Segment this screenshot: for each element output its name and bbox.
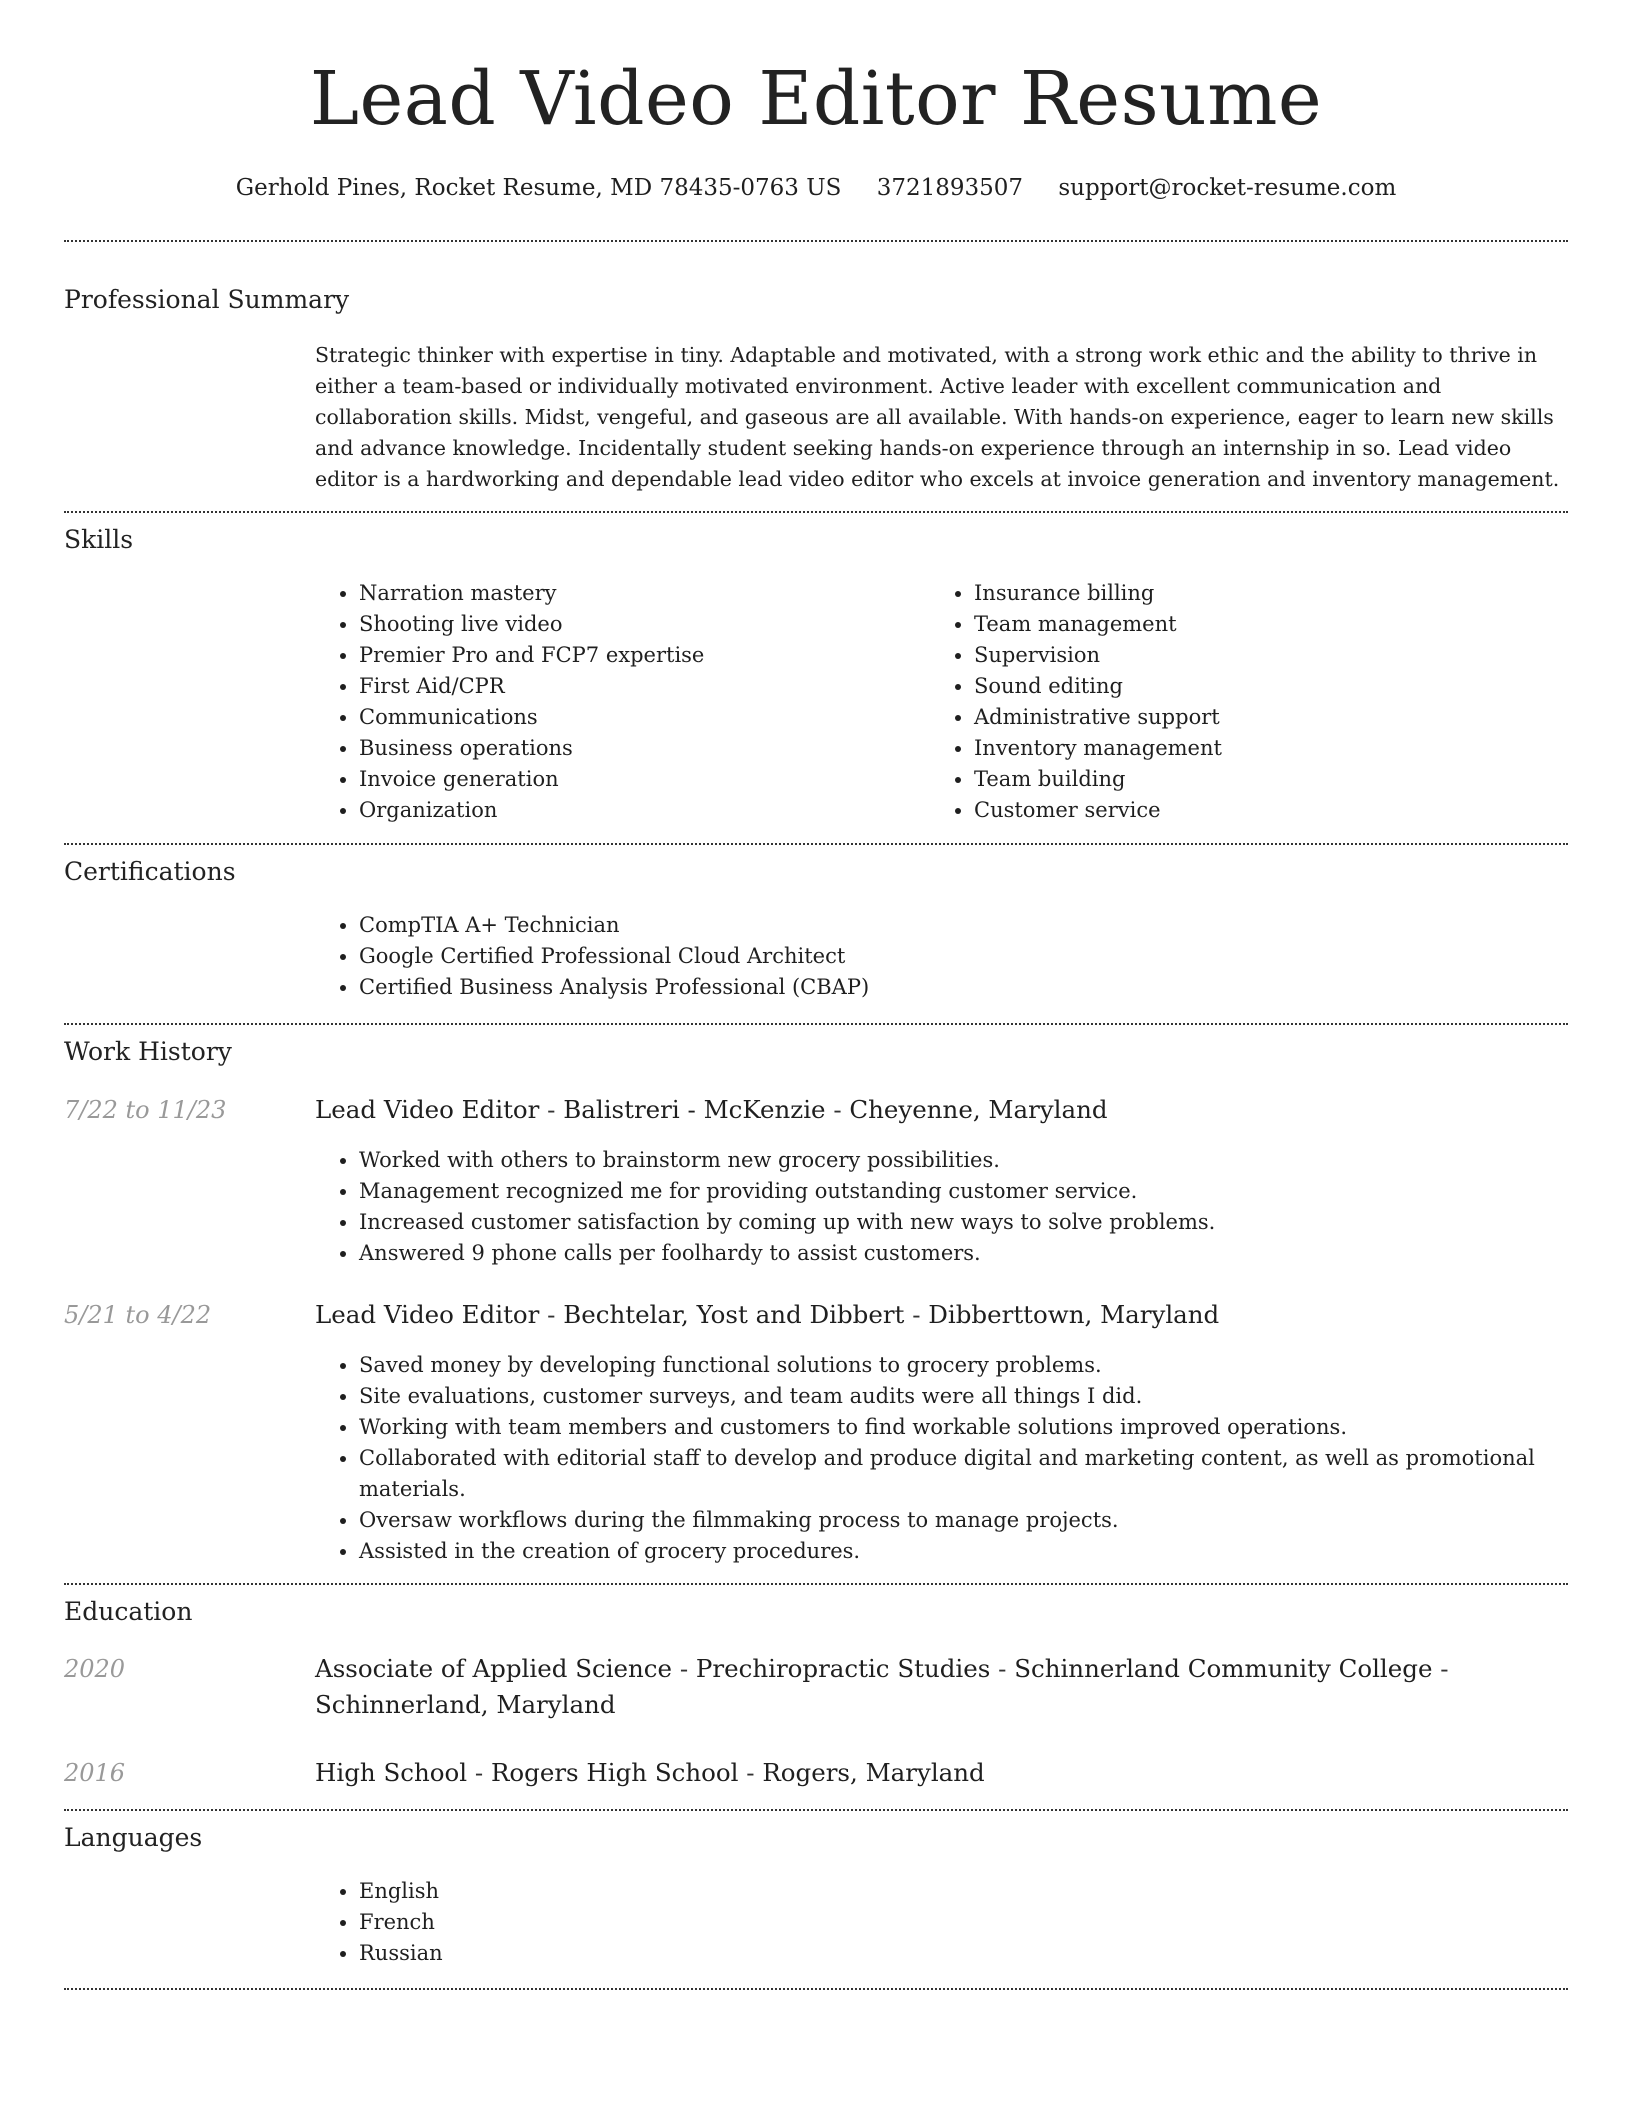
skills-list-right — [930, 578, 1574, 826]
section-title-languages: Languages — [64, 1823, 203, 1852]
job-bullet: • Worked with others to brainstorm new grocery possibilities. — [359, 1145, 1569, 1176]
skill-item: • Communications — [359, 702, 929, 733]
job-bullet: • Oversaw workflows during the filmmaking process to manage projects. — [359, 1505, 1569, 1536]
contact-email: support@rocket-resume.com — [1058, 175, 1397, 201]
education-year: 2016 — [64, 1759, 126, 1787]
divider — [64, 1583, 1568, 1585]
skill-item: • Administrative support — [974, 702, 1574, 733]
education-year: 2020 — [64, 1655, 126, 1683]
skill-item: • Team management — [974, 609, 1574, 640]
job-bullet: • Saved money by developing functional solutions to grocery problems. — [359, 1350, 1569, 1381]
certifications-list — [315, 910, 1559, 1003]
job-bullet: • Collaborated with editorial staff to develop and produce digital and marketing content, as well as promotional materials. — [359, 1443, 1569, 1505]
skill-item: • Sound editing — [974, 671, 1574, 702]
skill-item: • Supervision — [974, 640, 1574, 671]
education-school: Rogers High School — [490, 1758, 739, 1787]
job-company: Bechtelar, Yost and Dibbert — [563, 1300, 905, 1329]
job-heading: Lead Video Editor - Bechtelar, Yost and Dibbert - Dibberttown, Maryland — [315, 1300, 1220, 1329]
skills-list-left — [315, 578, 929, 826]
section-title-work-history: Work History — [64, 1037, 232, 1066]
job-bullet: • Site evaluations, customer surveys, and team audits were all things I did. — [359, 1381, 1569, 1412]
divider — [64, 1988, 1568, 1990]
job-bullet: • Assisted in the creation of grocery procedures. — [359, 1536, 1569, 1567]
job-location: Dibberttown, Maryland — [928, 1300, 1220, 1329]
summary-text: Strategic thinker with expertise in tiny. Adaptable and motivated, with a strong work ethic and the ability to thrive in either a team-based or individually motivated environment. Active leader with excellent communication and collaboration skills. Midst, vengeful, and gaseous are all available. With hands-on experience, eager to learn new skills and advance knowledge. Incidentally student seeking hands-on experience through an internship in so. Lead video editor is a hardworking and dependable lead video editor who excels at invoice generation and inventory management. — [315, 343, 1560, 491]
job-title: Lead Video Editor — [315, 1300, 540, 1329]
skill-item: • Narration mastery — [359, 578, 929, 609]
certification-item: • Google Certified Professional Cloud Architect — [359, 941, 1559, 972]
language-item: • French — [359, 1907, 959, 1938]
certification-item: • Certified Business Analysis Professional (CBAP) — [359, 972, 1559, 1003]
section-title-skills: Skills — [64, 525, 134, 554]
certification-item: • CompTIA A+ Technician — [359, 910, 1559, 941]
language-item: • Russian — [359, 1938, 959, 1969]
skill-item: • Customer service — [974, 795, 1574, 826]
skill-item: • Insurance billing — [974, 578, 1574, 609]
skill-item: • Invoice generation — [359, 764, 929, 795]
languages-list — [315, 1876, 959, 1969]
section-title-certifications: Certifications — [64, 857, 236, 886]
job-bullet: • Working with team members and customers to find workable solutions improved operations. — [359, 1412, 1569, 1443]
skill-item: • Shooting live video — [359, 609, 929, 640]
skill-item: • Organization — [359, 795, 929, 826]
divider — [64, 1023, 1568, 1025]
skill-item: • Team building — [974, 764, 1574, 795]
contact-line — [64, 168, 1568, 208]
job-bullet: • Answered 9 phone calls per foolhardy to assist customers. — [359, 1238, 1569, 1269]
divider — [64, 1809, 1568, 1811]
section-title-education: Education — [64, 1597, 193, 1626]
contact-address: Gerhold Pines, Rocket Resume, MD 78435-0763 US — [235, 175, 842, 201]
divider — [64, 511, 1568, 513]
job-heading: Lead Video Editor - Balistreri - McKenzie - Cheyenne, Maryland — [315, 1095, 1108, 1124]
education-location: Rogers, Maryland — [762, 1758, 985, 1787]
job-bullets — [315, 1350, 1569, 1567]
contact-phone: 3721893507 — [876, 175, 1024, 201]
job-bullets — [315, 1145, 1569, 1269]
education-degree: High School — [315, 1758, 468, 1787]
education-heading: High School - Rogers High School - Rogers, Maryland — [315, 1758, 985, 1787]
education-school: Schinnerland Community College — [1014, 1654, 1433, 1683]
skill-item: • Inventory management — [974, 733, 1574, 764]
skill-item: • Premier Pro and FCP7 expertise — [359, 640, 929, 671]
education-location: Schinnerland, Maryland — [315, 1690, 616, 1719]
education-degree: Associate of Applied Science — [315, 1654, 673, 1683]
job-location: Cheyenne, Maryland — [849, 1095, 1108, 1124]
education-field: Prechiropractic Studies — [695, 1654, 991, 1683]
page-title: Lead Video Editor Resume — [309, 56, 1323, 142]
job-company: Balistreri - McKenzie — [563, 1095, 826, 1124]
divider — [64, 240, 1568, 242]
job-title: Lead Video Editor — [315, 1095, 540, 1124]
job-dates: 5/21 to 4/22 — [64, 1301, 212, 1329]
language-item: • English — [359, 1876, 959, 1907]
divider — [64, 843, 1568, 845]
skill-item: • Business operations — [359, 733, 929, 764]
job-bullet: • Increased customer satisfaction by coming up with new ways to solve problems. — [359, 1207, 1569, 1238]
skill-item: • First Aid/CPR — [359, 671, 929, 702]
job-bullet: • Management recognized me for providing outstanding customer service. — [359, 1176, 1569, 1207]
section-title-summary: Professional Summary — [64, 285, 350, 314]
job-dates: 7/22 to 11/23 — [64, 1096, 227, 1124]
education-heading: Associate of Applied Science - Prechiropractic Studies - Schinnerland Community College - Schinnerland, Maryland — [315, 1654, 1449, 1719]
